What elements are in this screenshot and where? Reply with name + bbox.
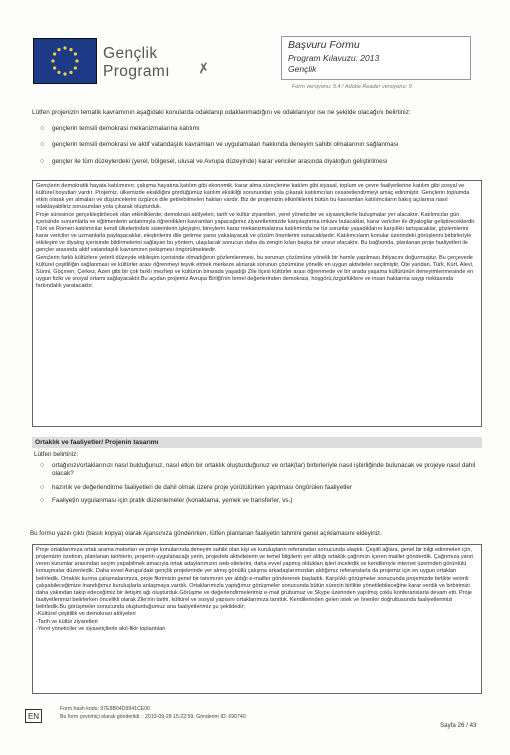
answer-paragraph: Proje süresince gerçekleştirilecek olan etkinliklerde; demokrasi atölyeleri, tarih ve kültür ziyaretleri, yerel yöneticiler ve siyasetçilerle buluşmalar yer alacaktır. Katılımcılar gün içerisinde sunumlarla ve eğitmenlerin anlatımıyla öğrendikleri kavramları yapacağımız ziyaretlerimizde karşılaştırma imkanı bulacaklar, karar vericiler ile diyaloglar geliştireceklerdir. Türk ve Romen katılımcılar kendi ülkelerindeki sistemlerin işleyişini, bireylerin karar mekanizmalarına katılımında ne tür sorunlar yaşadıklarını karşılıklı tartışacaklar, gözlemlerini karar vericiler ve uzmanlarla paylaşacaklar, eleştirilerini dile getirme şansı yakalayacak ve çözüm önerilerini sunacaklardır. Katılımcıların konular üzerindeki görüşlerini birbirleriyle etkileşim ve diyalog içerisinde bildirmelerini sağlayan bu yöntem, ulaşılacak sonucun daha da zengin kılan başka bir unsur olacaktır. Bu bağlamda, planlanan proje faaliyetleri ile gençler arasında aktif vatandaşlık kavramının pekişmesi öngörülmektedir. [36,211,476,254]
form-program: Gençlik [288,64,317,74]
answer-paragraph: -Kültürel çeşitlilik ve demokrasi atölyeleri [36,611,136,618]
theme-answer-textbox[interactable] [32,180,482,427]
answer-paragraph: Gençlerin demokratik hayata katılımının; çalışma hayatına katılım gibi ekonomik, karar alma süreçlerine katılım gibi siyasal, toplum ve çevre faaliyetlerine katılım gibi sosyal ve kültürel boyutları vardır. Projemiz, ülkemizde eksikliğini gördüğümüz katılım eksikliği sorunundan yola çıkarak katılımcıları cesaretlendirmeyi amaç edinmiştir. Gençlerin toplumda etkin olarak yer almaları ve düşüncelerini özgürce dile getirebilmeleri hakları vardır. Biz de projemizin etkinliklerini bütün bu kavramları katılımcıların bakış açılarına nasıl odaklayabiliriz sorusundan yola çıkarak oluşturduk. [36,183,470,211]
answer-paragraph: -Yerel yöneticiler ve siyasetçilerle akıl-fikir toplantıları [36,625,166,632]
list-item [38,158,478,166]
handwritten-mark: ✗ [196,59,211,77]
form-info-box [281,36,471,80]
bullet-icon: ○ [40,157,45,165]
list-item [38,141,478,149]
bullet-text: gençler ile tüm düzeylerdeki (yerel, bölgesel, ulusal ve Avrupa düzeyinde) karar vericiler arasında diyaloğun geliştirilmesi [52,157,388,165]
page-number: Sayfa 26 / 43 [440,722,477,729]
theme-bullet-list [38,125,478,174]
list-item [38,497,478,505]
list-item [38,125,478,133]
list-item [38,462,478,478]
partnership-bullet-list [38,462,478,511]
answer-paragraph: Gençlerin farklı kültürlere yeterli düzeyde etkileşim içerisinde olmadığının gözlemlenmesi, bu sorunun çözümüne yönelik bir hamle yapılması ihtiyacını doğurmuştur. Bu çerçevede kültürel çeşitliliğin sağlanması ve kültürler arası öğrenmeyi teşvik etmek merkeze alınarak sorunun çözümüne yönelik en uygun aktiviteler seçilmiştir. Öte yandan, Türk, Kürt, Alevi, Sünni, Göçmen, Çerkez, Azeri gibi bir çok farklı mezhep ve kültürün birarada yaşadığı Zile ilçesi kültürler arası öğrenmede ve bir arada yaşama kültürünün deneyimlenmesinde en uygun fiziki ve sosyal ortamı sağlayacaktır.Bu açıdan projemiz Avrupa Birliği'nin temel değerlerinden demokrasi, hoşgörü,özgürlüklere ve insan haklarına saygı noktasında farkındalık yaratacaktır. [36,254,474,290]
bullet-text: ortağınızı/ortaklarınızı nasıl bulduğunuz, nasıl etkin bir ortaklık oluşturduğunuz ve ortak(lar) birbirleriyle nasıl işbirliğinde bulunacak ve projeye nasıl dahil olacak? [52,462,476,477]
partnership-answer-textbox[interactable] [32,544,482,694]
answer-paragraph: Proje ortaklarımıza ortak arama motorları ve proje konularında deneyim sahibi olan kişi ve kuruluşların referansları sonucunda ulaştık. Çeşitli ağlara, genel bir bilgi edinmeleri için, projemizin özetinin, planlanan tarihlerin, projenin uygulanacağı yerin, projedeki aktivitelerin ve temel bilgilerin yer aldığı ortaklık çağrımızı içeren mailler gönderdik. Çağrımıza yanıt veren kurumlar arasından seçim yapabilmek amacıyla ortak adaylarımızın web-sitelerini, daha evvel yapmış oldukları işleri inceledik ve kendileriyle internet üzerinden görüntülü konuşmalar düzenledik. Daha evvel Avrupa'daki gençlik projelerinde yer almış gönüllü çalışma arkadaşlarımızdan aldığımız referanslarla da projemiz için en uygun ortakları belirledik. Ortaklık kurma çalışmalarımıza, proje fikrimizin genel bir tanımının yer aldığı e-mailler göndererek başladık. Karşılıklı görüşmeler sonucunda projemizde birlikte verimli çalışabileceğimize inandığımız kuruluşlarla anlaşmaya vardık. Ortaklarımızla yaptığımız görüşmeler sonucunda bütün sürecin birlikte yönetilebileceğine karar verdik ve birbirimizi daha yakından takip edeceğimiz bir iletişim ağı oluşturduk.Görüşme ve değerlendirmelerimiz e-mail grubumuz ve Skype üzerinden yapılmış çoklu konferanslarla devam etti. Proje faaliyetlerimizi belirlerken öncelikli olarak Zile'nin tarihi, kültürel ve sosyal yapısını ortaklarımıza tanıttık. Kendilerinden gelen istek ve öneriler doğrultusunda faaliyetlerimizi belirledik.Bu görüşmeler sonucunda oluşturduğumuz ana faaliyetlerimiz şu şekildedir; [36,547,473,611]
bullet-text: gençlerin temsili demokrasi mekanizmalarına katılımı [52,125,200,132]
form-guide: Program Kılavuzu: 2013 [288,53,380,63]
program-title [103,45,170,81]
bullet-icon: ○ [40,462,45,469]
form-hash-code: Form hash kodu: 97E8B04D9941CE00 [60,706,150,712]
language-badge: EN [25,709,42,723]
bullet-icon: ○ [40,141,45,149]
bullet-icon: ○ [40,125,45,132]
footer-info [60,705,247,721]
section-heading: Ortaklık ve faaliyetler/ Projenin tasarımı [32,437,482,448]
submission-info: Bu form çevrimiçi olarak gönderildi. : 2013-09-28 15:22:59. Gönderim ID: 690740. [60,714,248,720]
instruction-label: Lütfen belirtiniz: [34,451,79,458]
bullet-icon: ○ [40,483,45,491]
intro-text: Lütfen projenizin tematik kavramının aşağıdaki konularda odaklanıp odaklanmadığını ve odaklanıyor ise ne şekilde olacağını belirtiniz: [32,109,411,116]
program-title-line1: Gençlik [103,45,158,62]
bullet-text: gençlerin temsili demokrasi ve aktif vatandaşlık kavramları ve uygulamaları hakkında deneyim sahibi olmalarının sağlanması [52,141,399,149]
submission-note: Bu formu yazılı çıktı (basılı kopya) olarak Ajansınıza gönderirken, lütfen planlanan faaliyetin tahmini genel açıklamasını ekleyiniz. [30,530,382,537]
form-title: Başvuru Formu [288,39,360,51]
answer-paragraph: -Tarih ve kültür ziyaretleri [36,618,98,625]
eu-flag-icon [33,38,97,84]
bullet-icon: ○ [40,497,45,505]
program-title-line2: Programı [103,63,170,80]
bullet-text: Faaliyetin uygulanması için pratik düzenlemeler (konaklama, yemek ve transferler, vs.) [52,497,293,505]
list-item [38,484,478,492]
bullet-text: hazırlık ve değerlendirme faaliyetleri de dahil olmak üzere proje yürütülürken yapılması öngörülen faaliyetler [52,483,352,491]
form-version: Form versiyonu: 5.4 / Adobe Reader versiyonu: 9 [292,84,412,90]
